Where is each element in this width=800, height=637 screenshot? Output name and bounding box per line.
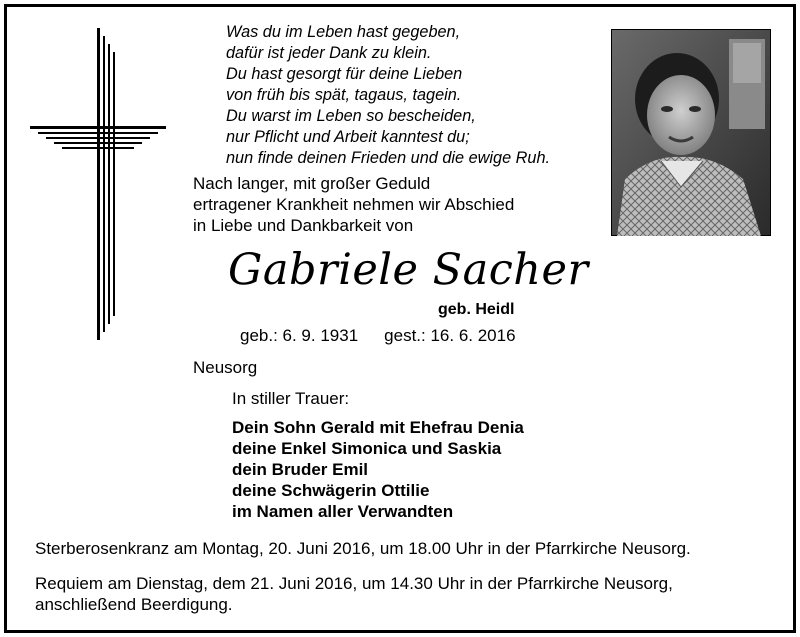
mourning-label: In stiller Trauer: xyxy=(232,389,350,408)
mourner: Dein Sohn Gerald mit Ehefrau Denia xyxy=(232,418,524,437)
mourner: deine Schwägerin Ottilie xyxy=(232,481,430,500)
portrait-photo xyxy=(611,29,771,236)
rosary-notice: Sterberosenkranz am Montag, 20. Juni 2016, um 18.00 Uhr in der Pfarrkirche Neusorg. xyxy=(35,539,691,558)
poem-line: nur Pflicht und Arbeit kanntest du; xyxy=(226,128,470,146)
poem xyxy=(226,22,606,169)
poem-line: dafür ist jeder Dank zu klein. xyxy=(226,44,432,62)
intro-line: Nach langer, mit großer Geduld xyxy=(193,174,431,193)
poem-line: von früh bis spät, tagaus, tagein. xyxy=(226,86,462,104)
requiem-line: Requiem am Dienstag, dem 21. Juni 2016, um 14.30 Uhr in der Pfarrkirche Neusorg, xyxy=(35,574,673,593)
poem-line: nun finde deinen Frieden und die ewige Ruh. xyxy=(226,149,551,167)
intro-line: in Liebe und Dankbarkeit von xyxy=(193,216,414,235)
poem-line: Was du im Leben hast gegeben, xyxy=(226,23,461,41)
mourner: deine Enkel Simonica und Saskia xyxy=(232,439,502,458)
life-dates xyxy=(240,326,516,346)
deceased-name: Gabriele Sacher xyxy=(228,245,589,295)
intro-text xyxy=(193,173,514,236)
birth-date: geb.: 6. 9. 1931 xyxy=(240,326,359,345)
intro-line: ertragener Krankheit nehmen wir Abschied xyxy=(193,195,515,214)
mourners-list xyxy=(232,417,524,522)
hometown: Neusorg xyxy=(193,358,258,377)
poem-line: Du warst im Leben so bescheiden, xyxy=(226,107,476,125)
mourner: dein Bruder Emil xyxy=(232,460,369,479)
birth-name: geb. Heidl xyxy=(438,301,515,318)
cross-icon xyxy=(28,28,168,348)
mourner: im Namen aller Verwandten xyxy=(232,502,454,521)
death-date: gest.: 16. 6. 2016 xyxy=(384,326,516,345)
requiem-line: anschließend Beerdigung. xyxy=(35,595,233,614)
poem-line: Du hast gesorgt für deine Lieben xyxy=(226,65,463,83)
requiem-notice xyxy=(35,573,673,615)
